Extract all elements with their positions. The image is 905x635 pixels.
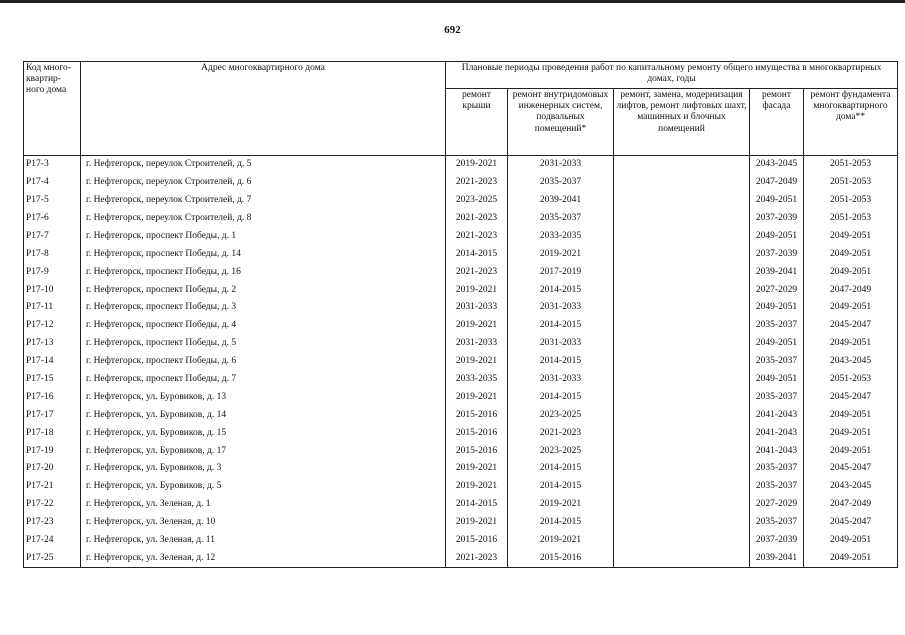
cell-elevators	[614, 424, 750, 442]
header-roof: ремонт крыши	[446, 89, 508, 156]
table-row	[24, 192, 898, 210]
cell-roof: 2015-2016	[446, 406, 508, 424]
cell-elevators	[614, 478, 750, 496]
cell-foundation: 2051-2053	[804, 156, 898, 174]
cell-facade: 2049-2051	[750, 299, 804, 317]
cell-roof: 2021-2023	[446, 263, 508, 281]
cell-roof: 2019-2021	[446, 478, 508, 496]
cell-foundation: 2049-2051	[804, 299, 898, 317]
table-body	[24, 156, 898, 568]
table-row	[24, 281, 898, 299]
cell-facade: 2037-2039	[750, 532, 804, 550]
cell-elevators	[614, 299, 750, 317]
table-row	[24, 245, 898, 263]
cell-roof: 2019-2021	[446, 514, 508, 532]
cell-elevators	[614, 263, 750, 281]
cell-address: г. Нефтегорск, переулок Строителей, д. 7	[81, 192, 446, 210]
cell-code: Р17-5	[24, 192, 81, 210]
cell-code: Р17-14	[24, 353, 81, 371]
cell-address: г. Нефтегорск, ул. Буровиков, д. 15	[81, 424, 446, 442]
cell-elevators	[614, 406, 750, 424]
cell-roof: 2019-2021	[446, 317, 508, 335]
cell-foundation: 2043-2045	[804, 353, 898, 371]
cell-address: г. Нефтегорск, ул. Буровиков, д. 5	[81, 478, 446, 496]
cell-systems: 2017-2019	[508, 263, 614, 281]
cell-roof: 2015-2016	[446, 424, 508, 442]
cell-systems: 2019-2021	[508, 532, 614, 550]
cell-roof: 2021-2023	[446, 174, 508, 192]
cell-address: г. Нефтегорск, проспект Победы, д. 1	[81, 228, 446, 246]
cell-foundation: 2051-2053	[804, 192, 898, 210]
cell-foundation: 2049-2051	[804, 335, 898, 353]
table-row	[24, 496, 898, 514]
cell-facade: 2035-2037	[750, 353, 804, 371]
cell-systems: 2015-2016	[508, 550, 614, 568]
cell-elevators	[614, 532, 750, 550]
cell-facade: 2041-2043	[750, 442, 804, 460]
cell-elevators	[614, 192, 750, 210]
cell-code: Р17-21	[24, 478, 81, 496]
cell-code: Р17-10	[24, 281, 81, 299]
table-row	[24, 371, 898, 389]
cell-systems: 2014-2015	[508, 514, 614, 532]
cell-roof: 2019-2021	[446, 460, 508, 478]
cell-elevators	[614, 514, 750, 532]
cell-address: г. Нефтегорск, проспект Победы, д. 2	[81, 281, 446, 299]
cell-systems: 2014-2015	[508, 460, 614, 478]
cell-foundation: 2047-2049	[804, 281, 898, 299]
cell-foundation: 2047-2049	[804, 496, 898, 514]
cell-foundation: 2049-2051	[804, 424, 898, 442]
header-elevators: ремонт, замена, модернизация лифтов, ремонт лифтовых шахт, машинных и блочных помещений	[614, 89, 750, 156]
cell-foundation: 2051-2053	[804, 210, 898, 228]
cell-facade: 2027-2029	[750, 496, 804, 514]
cell-systems: 2014-2015	[508, 281, 614, 299]
cell-roof: 2019-2021	[446, 389, 508, 407]
cell-code: Р17-8	[24, 245, 81, 263]
header-systems: ремонт внутридомовых инженерных систем, подвальных помещений*	[508, 89, 614, 156]
cell-foundation: 2051-2053	[804, 174, 898, 192]
cell-address: г. Нефтегорск, проспект Победы, д. 4	[81, 317, 446, 335]
cell-elevators	[614, 460, 750, 478]
cell-elevators	[614, 353, 750, 371]
cell-facade: 2049-2051	[750, 335, 804, 353]
table-row	[24, 532, 898, 550]
cell-address: г. Нефтегорск, проспект Победы, д. 7	[81, 371, 446, 389]
cell-facade: 2035-2037	[750, 460, 804, 478]
cell-code: Р17-18	[24, 424, 81, 442]
cell-elevators	[614, 245, 750, 263]
cell-address: г. Нефтегорск, ул. Буровиков, д. 13	[81, 389, 446, 407]
cell-code: Р17-17	[24, 406, 81, 424]
cell-code: Р17-9	[24, 263, 81, 281]
cell-facade: 2049-2051	[750, 371, 804, 389]
cell-systems: 2019-2021	[508, 245, 614, 263]
cell-systems: 2023-2025	[508, 442, 614, 460]
cell-roof: 2014-2015	[446, 245, 508, 263]
cell-facade: 2039-2041	[750, 263, 804, 281]
cell-elevators	[614, 550, 750, 568]
table-row	[24, 156, 898, 174]
cell-roof: 2023-2025	[446, 192, 508, 210]
cell-code: Р17-6	[24, 210, 81, 228]
table-row	[24, 514, 898, 532]
cell-code: Р17-13	[24, 335, 81, 353]
cell-roof: 2021-2023	[446, 228, 508, 246]
cell-roof: 2021-2023	[446, 210, 508, 228]
cell-foundation: 2045-2047	[804, 514, 898, 532]
cell-systems: 2039-2041	[508, 192, 614, 210]
cell-address: г. Нефтегорск, проспект Победы, д. 16	[81, 263, 446, 281]
cell-code: Р17-7	[24, 228, 81, 246]
cell-systems: 2014-2015	[508, 478, 614, 496]
cell-address: г. Нефтегорск, ул. Буровиков, д. 3	[81, 460, 446, 478]
cell-facade: 2049-2051	[750, 228, 804, 246]
cell-foundation: 2049-2051	[804, 442, 898, 460]
cell-systems: 2031-2033	[508, 156, 614, 174]
cell-facade: 2035-2037	[750, 389, 804, 407]
cell-address: г. Нефтегорск, ул. Зеленая, д. 12	[81, 550, 446, 568]
cell-roof: 2031-2033	[446, 335, 508, 353]
cell-elevators	[614, 389, 750, 407]
cell-facade: 2035-2037	[750, 514, 804, 532]
table-row	[24, 550, 898, 568]
header-facade: ремонт фасада	[750, 89, 804, 156]
cell-roof: 2019-2021	[446, 353, 508, 371]
cell-elevators	[614, 210, 750, 228]
cell-address: г. Нефтегорск, ул. Буровиков, д. 17	[81, 442, 446, 460]
cell-foundation: 2049-2051	[804, 228, 898, 246]
header-address: Адрес многоквартирного дома	[81, 62, 446, 156]
header-code: Код много-квартир-ного дома	[24, 62, 81, 156]
cell-roof: 2021-2023	[446, 550, 508, 568]
cell-code: Р17-23	[24, 514, 81, 532]
cell-code: Р17-19	[24, 442, 81, 460]
cell-roof: 2014-2015	[446, 496, 508, 514]
table-row	[24, 389, 898, 407]
table-row	[24, 228, 898, 246]
cell-foundation: 2045-2047	[804, 389, 898, 407]
header-foundation: ремонт фундамента многоквартирного дома**	[804, 89, 898, 156]
cell-code: Р17-16	[24, 389, 81, 407]
cell-code: Р17-11	[24, 299, 81, 317]
cell-systems: 2031-2033	[508, 335, 614, 353]
cell-foundation: 2043-2045	[804, 478, 898, 496]
cell-roof: 2019-2021	[446, 156, 508, 174]
cell-code: Р17-20	[24, 460, 81, 478]
top-rule	[0, 0, 905, 3]
cell-address: г. Нефтегорск, переулок Строителей, д. 8	[81, 210, 446, 228]
cell-roof: 2019-2021	[446, 281, 508, 299]
table-row	[24, 335, 898, 353]
table-row	[24, 210, 898, 228]
cell-code: Р17-15	[24, 371, 81, 389]
cell-facade: 2027-2029	[750, 281, 804, 299]
cell-facade: 2047-2049	[750, 174, 804, 192]
cell-address: г. Нефтегорск, ул. Буровиков, д. 14	[81, 406, 446, 424]
table-row	[24, 406, 898, 424]
table-row	[24, 299, 898, 317]
cell-foundation: 2049-2051	[804, 245, 898, 263]
cell-elevators	[614, 174, 750, 192]
cell-systems: 2035-2037	[508, 174, 614, 192]
cell-code: Р17-12	[24, 317, 81, 335]
cell-facade: 2035-2037	[750, 478, 804, 496]
cell-facade: 2041-2043	[750, 424, 804, 442]
header-periods-group: Плановые периоды проведения работ по капитальному ремонту общего имущества в многоквартирных домах, годы	[446, 62, 898, 89]
cell-elevators	[614, 281, 750, 299]
capital-repair-table	[23, 61, 898, 568]
cell-foundation: 2045-2047	[804, 317, 898, 335]
cell-systems: 2031-2033	[508, 371, 614, 389]
cell-elevators	[614, 335, 750, 353]
table-row	[24, 317, 898, 335]
cell-foundation: 2049-2051	[804, 406, 898, 424]
cell-systems: 2035-2037	[508, 210, 614, 228]
cell-code: Р17-4	[24, 174, 81, 192]
cell-elevators	[614, 317, 750, 335]
cell-facade: 2041-2043	[750, 406, 804, 424]
cell-systems: 2014-2015	[508, 317, 614, 335]
cell-elevators	[614, 156, 750, 174]
cell-code: Р17-24	[24, 532, 81, 550]
cell-facade: 2039-2041	[750, 550, 804, 568]
cell-address: г. Нефтегорск, ул. Зеленая, д. 11	[81, 532, 446, 550]
cell-address: г. Нефтегорск, проспект Победы, д. 3	[81, 299, 446, 317]
cell-elevators	[614, 228, 750, 246]
cell-roof: 2033-2035	[446, 371, 508, 389]
table-row	[24, 353, 898, 371]
cell-address: г. Нефтегорск, ул. Зеленая, д. 1	[81, 496, 446, 514]
cell-foundation: 2049-2051	[804, 263, 898, 281]
table-row	[24, 478, 898, 496]
page-number: 692	[444, 24, 461, 36]
cell-address: г. Нефтегорск, проспект Победы, д. 14	[81, 245, 446, 263]
cell-systems: 2014-2015	[508, 353, 614, 371]
cell-address: г. Нефтегорск, ул. Зеленая, д. 10	[81, 514, 446, 532]
cell-facade: 2049-2051	[750, 192, 804, 210]
cell-facade: 2037-2039	[750, 245, 804, 263]
cell-code: Р17-25	[24, 550, 81, 568]
cell-systems: 2014-2015	[508, 389, 614, 407]
table-row	[24, 424, 898, 442]
cell-elevators	[614, 371, 750, 389]
cell-code: Р17-22	[24, 496, 81, 514]
cell-foundation: 2049-2051	[804, 550, 898, 568]
cell-foundation: 2045-2047	[804, 460, 898, 478]
cell-address: г. Нефтегорск, переулок Строителей, д. 5	[81, 156, 446, 174]
cell-systems: 2019-2021	[508, 496, 614, 514]
cell-address: г. Нефтегорск, проспект Победы, д. 5	[81, 335, 446, 353]
cell-systems: 2023-2025	[508, 406, 614, 424]
cell-roof: 2015-2016	[446, 442, 508, 460]
cell-address: г. Нефтегорск, переулок Строителей, д. 6	[81, 174, 446, 192]
cell-elevators	[614, 496, 750, 514]
table-row	[24, 263, 898, 281]
table-row	[24, 174, 898, 192]
cell-elevators	[614, 442, 750, 460]
cell-systems: 2031-2033	[508, 299, 614, 317]
cell-systems: 2033-2035	[508, 228, 614, 246]
cell-systems: 2021-2023	[508, 424, 614, 442]
cell-foundation: 2049-2051	[804, 532, 898, 550]
cell-foundation: 2051-2053	[804, 371, 898, 389]
table-row	[24, 442, 898, 460]
cell-code: Р17-3	[24, 156, 81, 174]
table-row	[24, 460, 898, 478]
cell-facade: 2037-2039	[750, 210, 804, 228]
cell-roof: 2015-2016	[446, 532, 508, 550]
cell-address: г. Нефтегорск, проспект Победы, д. 6	[81, 353, 446, 371]
cell-facade: 2035-2037	[750, 317, 804, 335]
cell-facade: 2043-2045	[750, 156, 804, 174]
cell-roof: 2031-2033	[446, 299, 508, 317]
